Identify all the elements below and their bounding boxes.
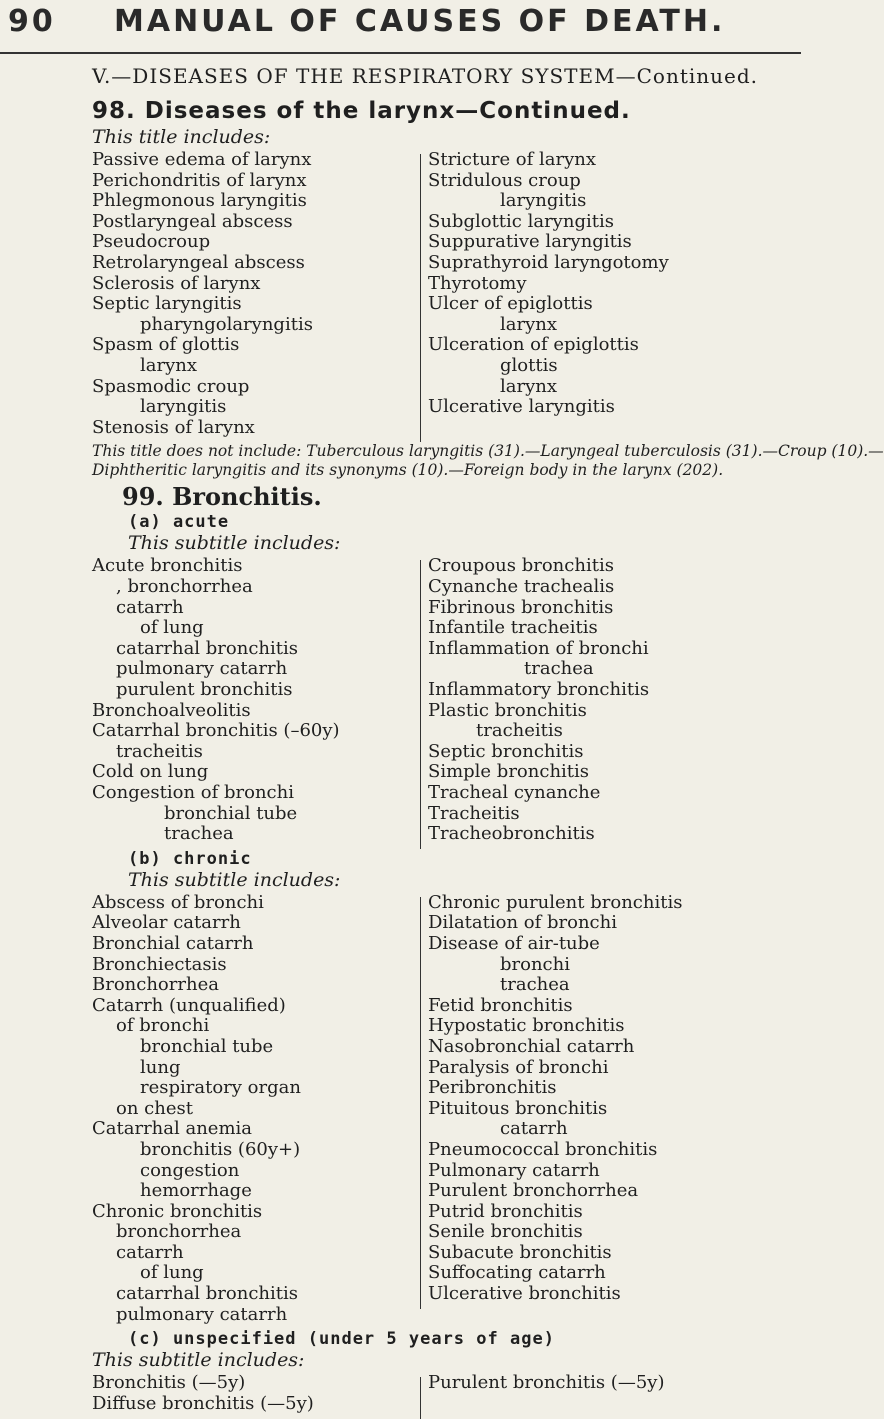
entry-line: Subglottic laryngitis [428, 210, 614, 232]
entry-line: Spasmodic croup [92, 375, 250, 397]
entry-line: Pseudocroup [92, 231, 211, 253]
entry-line: laryngitis [140, 396, 227, 418]
column-a-right [428, 556, 649, 844]
entry-line: lung [140, 1056, 181, 1078]
column-a-left [92, 556, 340, 844]
entry-line: Thyrotomy [428, 272, 527, 294]
entry-line: Simple bronchitis [428, 761, 590, 783]
entry-line: Purulent bronchitis (—5y) [428, 1372, 665, 1394]
entry-line: Inflammatory bronchitis [428, 678, 650, 700]
entry-line: Bronchial catarrh [92, 932, 254, 954]
exclusion-note-line: This title does not include: Tuberculous laryngitis (31).—Laryngeal tuberculosis (31).—Croup (10).— [92, 442, 884, 461]
entry-line: Sclerosis of larynx [92, 272, 261, 294]
entry-line: Purulent bronchorrhea [428, 1180, 639, 1202]
entry-line: catarrh [116, 596, 184, 618]
entry-line: pulmonary catarrh [116, 1303, 288, 1325]
entry-line: of bronchi [116, 1015, 210, 1037]
exclusion-note-line: Diphtheritic laryngitis and its synonyms (10).—Foreign body in the larynx (202). [92, 461, 724, 480]
entry-line: Croupous bronchitis [428, 555, 614, 577]
header-rule [0, 52, 801, 54]
entry-line: of lung [140, 617, 204, 639]
column-divider [420, 1377, 421, 1418]
entry-line: Bronchiectasis [92, 953, 227, 975]
entry-line: Cynanche trachealis [428, 575, 615, 597]
includes-label-98: This title includes: [92, 126, 271, 148]
column-b-left [92, 893, 301, 1325]
entry-line: Stridulous croup [428, 169, 581, 191]
entry-line: trachea [164, 823, 234, 845]
entry-line: Stricture of larynx [428, 149, 597, 170]
entry-line: larynx [500, 313, 558, 335]
entry-line: tracheitis [116, 740, 203, 762]
entry-line: Ulceration of epiglottis [428, 334, 639, 356]
entry-line: Tracheobronchitis [428, 823, 595, 845]
entry-line: hemorrhage [140, 1180, 252, 1202]
entry-line: Abscess of bronchi [92, 891, 264, 913]
entry-line: Ulcerative laryngitis [428, 396, 615, 418]
entry-line: Tracheitis [428, 802, 520, 824]
entry-line: Pneumococcal bronchitis [428, 1138, 658, 1160]
entry-line: , bronchorrhea [116, 575, 253, 597]
entry-line: bronchial tube [140, 1035, 274, 1057]
entry-line: bronchi [500, 953, 570, 975]
entry-line: glottis [500, 354, 558, 376]
entry-line: of lung [140, 1262, 204, 1284]
entry-line: Fetid bronchitis [428, 994, 573, 1016]
entry-line: catarrh [116, 1241, 184, 1263]
entry-line: Catarrh (unqualified) [92, 994, 286, 1016]
column-98-right [428, 150, 669, 418]
entry-line: catarrhal bronchitis [116, 1283, 299, 1305]
entry-line: pulmonary catarrh [116, 658, 288, 680]
entry-line: Suppurative laryngitis [428, 231, 632, 253]
entry-line: bronchitis (60y+) [140, 1138, 301, 1160]
entry-line: Catarrhal bronchitis (–60y) [92, 720, 340, 742]
entry-line: Septic laryngitis [92, 293, 242, 315]
entry-line: Disease of air-tube [428, 932, 600, 954]
entry-line: Nasobronchial catarrh [428, 1035, 635, 1057]
entry-line: Pulmonary catarrh [428, 1159, 600, 1181]
entry-line: Pituitous bronchitis [428, 1097, 608, 1119]
entry-line: Septic bronchitis [428, 740, 584, 762]
entry-line: Suffocating catarrh [428, 1262, 606, 1284]
column-c-left [92, 1373, 314, 1414]
entry-line: Perichondritis of larynx [92, 169, 307, 191]
entry-line: Alveolar catarrh [92, 912, 241, 934]
includes-label-a: This subtitle includes: [128, 532, 341, 555]
column-divider [420, 154, 421, 442]
entry-line: Passive edema of larynx [92, 149, 312, 170]
column-98-left [92, 150, 313, 438]
entry-line: larynx [500, 375, 558, 397]
entry-line: trachea [524, 658, 594, 680]
entry-line: respiratory organ [140, 1077, 301, 1099]
page-number: 90 [8, 4, 56, 39]
column-c-right [428, 1373, 664, 1394]
entry-line: Spasm of glottis [92, 334, 240, 356]
entry-line: catarrhal bronchitis [116, 637, 299, 659]
running-header [8, 4, 791, 46]
book-title: MANUAL OF CAUSES OF DEATH. [114, 4, 726, 39]
entry-line: Chronic purulent bronchitis [428, 891, 683, 913]
column-divider [420, 897, 421, 1309]
entry-line: Retrolaryngeal abscess [92, 251, 305, 273]
heading-99: 99. Bronchitis. [122, 482, 322, 512]
entry-line: laryngitis [500, 190, 587, 212]
entry-line: Fibrinous bronchitis [428, 596, 614, 618]
entry-line: Stenosis of larynx [92, 416, 255, 438]
entry-line: pharyngolaryngitis [140, 313, 313, 335]
entry-line: Dilatation of bronchi [428, 912, 617, 934]
entry-line: bronchial tube [164, 802, 298, 824]
entry-line: Peribronchitis [428, 1077, 557, 1099]
entry-line: Ulcer of epiglottis [428, 293, 593, 315]
subtitle-c-label: (c) unspecified (under 5 years of age) [128, 1329, 555, 1350]
entry-line: Plastic bronchitis [428, 699, 587, 721]
entry-line: Subacute bronchitis [428, 1241, 612, 1263]
exclusion-note [92, 442, 884, 480]
entry-line: congestion [140, 1159, 240, 1181]
entry-line: catarrh [500, 1118, 568, 1140]
entry-line: Inflammation of bronchi [428, 637, 649, 659]
entry-line: Putrid bronchitis [428, 1200, 583, 1222]
entry-line: Diffuse bronchitis (—5y) [92, 1392, 314, 1414]
column-b-right [428, 893, 682, 1305]
entry-line: Phlegmonous laryngitis [92, 190, 307, 212]
entry-line: trachea [500, 974, 570, 996]
entry-line: Suprathyroid laryngotomy [428, 251, 669, 273]
entry-line: Bronchorrhea [92, 974, 219, 996]
entry-line: purulent bronchitis [116, 678, 293, 700]
entry-line: on chest [116, 1097, 193, 1119]
entry-line: Congestion of bronchi [92, 781, 294, 803]
entry-line: Senile bronchitis [428, 1221, 583, 1243]
includes-label-b: This subtitle includes: [128, 868, 341, 891]
column-divider [420, 560, 421, 848]
subtitle-b-label: (b) chronic [128, 848, 252, 869]
entry-line: Chronic bronchitis [92, 1200, 263, 1222]
entry-line: Ulcerative bronchitis [428, 1283, 621, 1305]
entry-line: Hypostatic bronchitis [428, 1015, 625, 1037]
entry-line: Tracheal cynanche [428, 781, 601, 803]
entry-line: Bronchitis (—5y) [92, 1372, 246, 1394]
entry-line: Infantile tracheitis [428, 617, 598, 639]
entry-line: tracheitis [476, 720, 563, 742]
entry-line: Acute bronchitis [92, 555, 243, 577]
entry-line: bronchorrhea [116, 1221, 242, 1243]
entry-line: Catarrhal anemia [92, 1118, 253, 1140]
heading-98: 98. Diseases of the larynx—Continued. [92, 98, 631, 124]
section-title: V.—DISEASES OF THE RESPIRATORY SYSTEM—Continued. [92, 64, 759, 88]
includes-label-c: This subtitle includes: [92, 1349, 305, 1372]
entry-line: Paralysis of bronchi [428, 1056, 609, 1078]
subtitle-a-label: (a) acute [128, 512, 230, 533]
entry-line: Cold on lung [92, 761, 209, 783]
entry-line: Bronchoalveolitis [92, 699, 251, 721]
entry-line: larynx [140, 354, 198, 376]
entry-line: Postlaryngeal abscess [92, 210, 293, 232]
